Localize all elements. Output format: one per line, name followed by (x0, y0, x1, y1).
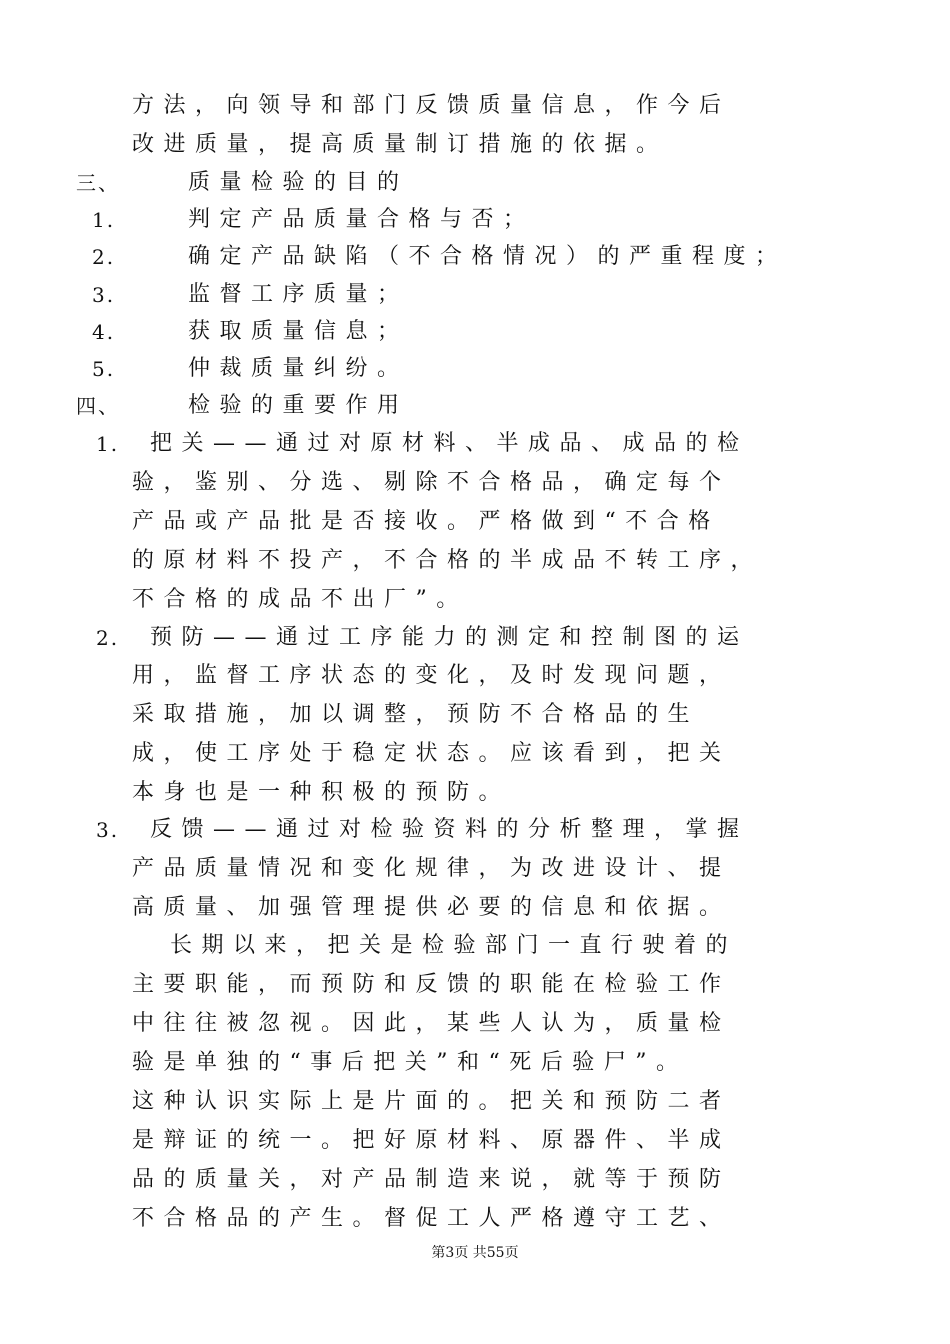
body-line: 本身也是一种积极的预防。 (132, 780, 511, 805)
section-number: 四、 (76, 394, 120, 418)
list-number: 2. (92, 245, 116, 269)
body-line: 主要职能，而预防和反馈的职能在检验工作 (132, 972, 731, 997)
body-line: 验是单独的“事后把关”和“死后验尸”。 (132, 1050, 688, 1075)
body-line: 采取措施，加以调整，预防不合格品的生 (132, 702, 700, 727)
list-number: 1. (92, 208, 116, 232)
list-number: 4. (92, 320, 116, 344)
body-line: 中往往被忽视。因此，某些人认为，质量检 (132, 1011, 731, 1036)
list-number: 2. (96, 626, 120, 650)
body-line: 产品或产品批是否接收。严格做到“不合格 (132, 509, 720, 534)
body-line: 是辩证的统一。把好原材料、原器件、半成 (132, 1128, 731, 1153)
body-line: 不合格品的产生。督促工人严格遵守工艺、 (132, 1206, 731, 1231)
body-line: 用，监督工序状态的变化，及时发现问题， (132, 663, 731, 688)
body-line: 不合格的成品不出厂”。 (132, 587, 468, 612)
list-item-text: 判定产品质量合格与否； (188, 207, 535, 232)
section-heading: 检验的重要作用 (188, 393, 409, 418)
body-line: 高质量、加强管理提供必要的信息和依据。 (132, 895, 731, 920)
list-item-text: 获取质量信息； (188, 319, 409, 344)
body-line: 改进质量，提高质量制订措施的依据。 (132, 132, 668, 157)
list-item-text: 监督工序质量； (188, 282, 409, 307)
list-item-text: 反馈——通过对检验资料的分析整理，掌握 (150, 817, 749, 842)
body-line: 方法，向领导和部门反馈质量信息，作今后 (132, 93, 731, 118)
list-number: 5. (92, 357, 116, 381)
body-line: 品的质量关，对产品制造来说，就等于预防 (132, 1167, 731, 1192)
list-item-text: 确定产品缺陷（不合格情况）的严重程度； (188, 244, 787, 269)
list-item-text: 仲裁质量纠纷。 (188, 356, 409, 381)
body-line: 产品质量情况和变化规律，为改进设计、提 (132, 856, 731, 881)
body-line: 这种认识实际上是片面的。把关和预防二者 (132, 1089, 731, 1114)
body-line: 成，使工序处于稳定状态。应该看到，把关 (132, 741, 731, 766)
section-heading: 质量检验的目的 (188, 170, 409, 195)
list-item-text: 把关——通过对原材料、半成品、成品的检 (150, 431, 749, 456)
list-number: 3. (92, 283, 116, 307)
list-number: 1. (96, 432, 120, 456)
section-number: 三、 (76, 171, 120, 195)
list-number: 3. (96, 818, 120, 842)
page-footer: 第3页 共55页 (431, 1245, 519, 1261)
body-line: 长期以来，把关是检验部门一直行驶着的 (170, 933, 738, 958)
body-line: 的原材料不投产，不合格的半成品不转工序， (132, 548, 763, 573)
list-item-text: 预防——通过工序能力的测定和控制图的运 (150, 625, 749, 650)
body-line: 验，鉴别、分选、剔除不合格品，确定每个 (132, 470, 731, 495)
